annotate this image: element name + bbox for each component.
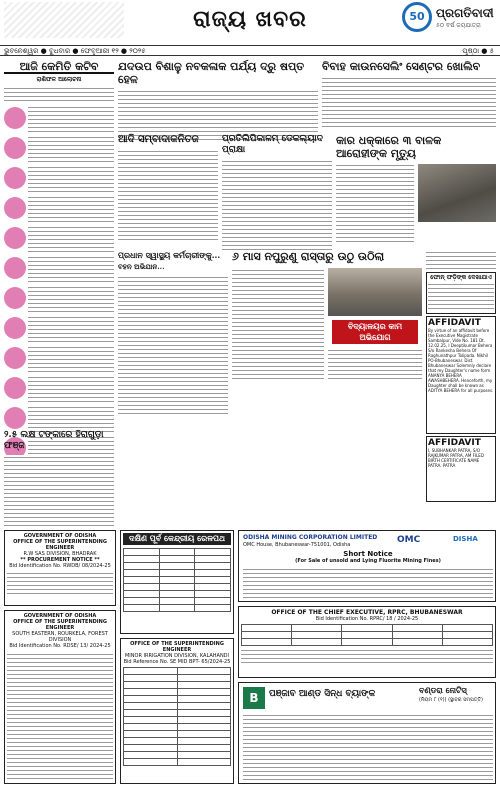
table-cell	[242, 625, 292, 632]
zodiac-text	[28, 105, 114, 133]
horoscope-title: ଆଜି କେମିତି କଟିବ	[4, 60, 114, 74]
zodiac-row	[4, 284, 114, 314]
ad-govt-head: GOVERNMENT OF ODISHA	[23, 533, 97, 539]
ad-railway-table	[123, 548, 231, 612]
story-pratilipi	[222, 134, 332, 246]
table-cell	[292, 632, 342, 639]
headline-hiragada: ୨.୫ ଲକ୍ଷ ଟଙ୍କାରେ ହିରାଗୁଡ଼ା ଫଞ୍ଜ	[4, 430, 104, 451]
story-text	[232, 268, 324, 380]
subhead-bahana: ବହନ ଅଭିଯାନ...	[118, 262, 165, 271]
headline-road-strip	[232, 250, 422, 266]
page-number: ପୃଷ୍ଠା ● ୫	[462, 47, 494, 55]
headline-health: ପ୍ରଧାନ ସ୍ୱାସ୍ଥ୍ୟ କର୍ମଚାରୀଙ୍କୁ...	[118, 250, 221, 260]
table-cell	[195, 570, 231, 577]
table-cell	[242, 632, 292, 639]
affidavit-text: By virtue of an affidavit before the Executive Magistrate Sambalpur, Vide No. 181 Dt. 12.02.25, I Deeptikumar Behera S/o Rankesha Behera Of Raghunathpur Tolipada. Nikhil PO-Bhubaneswar. Dist. Bhubaneswar Solemnly declare that my Daughter's name form ANANYA BEHERA AWASHBEHERA. Henceforth, my Daughter shall be known as ADITYA BEHERA for all purposes.	[428, 328, 494, 393]
table-row	[124, 675, 231, 682]
table-cell	[195, 556, 231, 563]
table-cell	[177, 738, 231, 745]
table-row	[124, 696, 231, 703]
table-cell	[195, 591, 231, 598]
table-cell	[195, 605, 231, 612]
ad-text	[7, 652, 113, 780]
table-row	[124, 577, 231, 584]
table-cell	[124, 752, 178, 759]
headline-counselling: ବିବାହ କାଉନସେଲିଂ ସେଣ୍ଟର ଖୋଲିବ	[322, 60, 481, 73]
road-photo	[328, 268, 422, 316]
story-text	[222, 159, 332, 251]
table-cell	[124, 591, 160, 598]
table-cell	[392, 632, 442, 639]
zodiac-sign-icon	[4, 107, 26, 129]
table-cell	[177, 668, 231, 675]
table-cell	[195, 563, 231, 570]
ad-govt-bid: Bid Identification No. RWDB/ 08/2024-25	[9, 563, 111, 569]
table-cell	[124, 556, 160, 563]
table-row	[124, 668, 231, 675]
table-cell	[442, 632, 492, 639]
zodiac-sign-icon	[4, 347, 26, 369]
story-text	[118, 149, 218, 243]
ad-chief-table	[241, 624, 493, 646]
horoscope-column	[4, 60, 114, 428]
story-hiragada	[4, 430, 114, 526]
table-cell	[177, 759, 231, 766]
odisha-logo-icon: DISHA	[453, 535, 478, 543]
table-row	[124, 724, 231, 731]
table-row	[124, 570, 231, 577]
zodiac-sign-icon	[4, 287, 26, 309]
table-cell	[177, 724, 231, 731]
zodiac-text	[28, 345, 114, 373]
table-cell	[124, 577, 160, 584]
table-row	[124, 689, 231, 696]
ad-govt-notice: ** PROCUREMENT NOTICE **	[20, 557, 100, 563]
ad-omc-notice: Short Notice	[343, 550, 393, 558]
table-cell	[195, 598, 231, 605]
table-row	[124, 584, 231, 591]
table-cell	[442, 625, 492, 632]
masthead	[0, 0, 500, 44]
table-cell	[177, 682, 231, 689]
zodiac-sign-icon	[4, 137, 26, 159]
table-cell	[177, 675, 231, 682]
table-cell	[159, 584, 195, 591]
zodiac-row	[4, 164, 114, 194]
ad-govt-division: SOUTH EASTERN, ROURKELA, FOREST DIVISION	[12, 631, 108, 643]
table-cell	[124, 696, 178, 703]
zodiac-list	[4, 104, 114, 464]
zodiac-text	[28, 165, 114, 193]
table-cell	[195, 549, 231, 556]
classified-text	[428, 282, 494, 312]
table-row	[242, 625, 493, 632]
affidavit-box-1	[426, 316, 496, 434]
table-cell	[124, 710, 178, 717]
table-row	[124, 745, 231, 752]
story-health	[118, 250, 228, 410]
table-cell	[392, 625, 442, 632]
story-road	[232, 268, 422, 380]
story-text	[328, 348, 422, 380]
table-row	[124, 591, 231, 598]
table-cell	[124, 675, 178, 682]
table-cell	[177, 710, 231, 717]
ad-railway	[120, 530, 234, 634]
table-cell	[177, 696, 231, 703]
zodiac-row	[4, 104, 114, 134]
table-cell	[124, 598, 160, 605]
zodiac-sign-icon	[4, 197, 26, 219]
horoscope-subtitle: ରାଶିଫଳ ଆଲୋଚନା	[36, 76, 82, 83]
affidavit-text: I, SUBHANKAR PATRA, S/O RAJKUMAR PATRA, AM FILED BIRTH CERTIFICATE NAME PATRA. PATRA	[428, 448, 484, 468]
table-cell	[392, 639, 442, 646]
zodiac-text	[28, 225, 114, 253]
table-cell	[124, 563, 160, 570]
table-cell	[124, 738, 178, 745]
headline-adi: ଆଦି ସମ୍ବାଦାକନିତଜ	[118, 134, 199, 145]
page-title: ରାଜ୍ୟ ଖବର	[193, 6, 307, 32]
ad-chief-head: OFFICE OF THE CHIEF EXECUTIVE, RPRC, BHUBANESWAR	[271, 609, 463, 616]
table-cell	[292, 639, 342, 646]
ad-omc-address: OMC House, Bhubaneswar-751001, Odisha	[243, 542, 351, 548]
headline-road: ୬ ମାସ ନପୁରୁଣୁ ରାସ୍ତାରୁ ଉଠୁ ଉଠିଲା	[232, 250, 385, 263]
ad-chief-bid: Bid Identification No. RPRC/ 18 / 2024-25	[315, 616, 419, 622]
zodiac-row	[4, 224, 114, 254]
date-text: ଭୁବନେଶ୍ୱର ● ବୁଧବାର ● ଫେବୃଆରୀ ୧୨ ● ୨୦୨୫	[4, 47, 146, 55]
table-cell	[177, 689, 231, 696]
table-cell	[124, 703, 178, 710]
ad-bank-title: ପଞ୍ଜାବ ଆଣ୍ଡ ସିନ୍ଧ ବ୍ୟାଙ୍କ	[269, 689, 376, 699]
ad-govt-office: OFFICE OF THE SUPERINTENDING ENGINEER	[13, 619, 107, 631]
table-cell	[442, 639, 492, 646]
zodiac-row	[4, 344, 114, 374]
table-row	[124, 605, 231, 612]
ad-bank	[238, 682, 496, 784]
headline-pratilipi: ପ୍ରତିଲିପିକାଳମ୍ ଡେକଲ୍ୟାଦ ପ୍ରାକ୍ଷା	[222, 134, 323, 155]
table-cell	[195, 584, 231, 591]
story-text	[322, 76, 496, 130]
zodiac-text	[28, 135, 114, 163]
table-row	[124, 549, 231, 556]
ad-omc-title: ODISHA MINING CORPORATION LIMITED	[243, 534, 378, 541]
anniversary-logo-icon: 50	[402, 2, 432, 32]
zodiac-text	[28, 315, 114, 343]
road-highlight-box: ବିଦ୍ୟାଳୟର କାମ ଅଭିଯୋଗ	[332, 320, 418, 344]
headline-car-accident: କାର ଧକ୍କାରେ ୩ ବାଳକ ଆରୋହୀଙ୍କ ମୃତ୍ୟୁ	[336, 134, 442, 160]
affidavit-title: AFFIDAVIT	[428, 318, 481, 328]
accident-photo	[418, 164, 496, 222]
story-text	[118, 275, 228, 415]
table-cell	[195, 577, 231, 584]
table-cell	[124, 724, 178, 731]
bank-logo-icon: B	[243, 687, 265, 709]
affidavit-box-2	[426, 436, 496, 502]
story-text	[336, 163, 414, 245]
story-text	[4, 455, 114, 527]
table-cell	[342, 639, 392, 646]
ad-chief-executive	[238, 606, 496, 678]
table-row	[124, 731, 231, 738]
zodiac-row	[4, 374, 114, 404]
table-row	[124, 598, 231, 605]
table-cell	[124, 731, 178, 738]
zodiac-text	[28, 255, 114, 283]
ad-omc-subtitle: (For Sale of unsold and Lying Fluorite Mining Fines)	[295, 558, 441, 564]
table-cell	[124, 668, 178, 675]
dateline	[0, 45, 500, 56]
table-cell	[159, 605, 195, 612]
table-cell	[159, 549, 195, 556]
table-cell	[159, 577, 195, 584]
zodiac-row	[4, 314, 114, 344]
table-cell	[292, 625, 342, 632]
table-cell	[124, 549, 160, 556]
ad-railway-title: ଦକ୍ଷିଣ ପୂର୍ବ କେନ୍ଦ୍ରୀୟ ରେଳପଥ	[123, 533, 231, 545]
table-cell	[159, 563, 195, 570]
zodiac-sign-icon	[4, 317, 26, 339]
table-cell	[159, 598, 195, 605]
ad-text	[243, 567, 493, 599]
table-row	[124, 752, 231, 759]
table-row	[242, 632, 493, 639]
table-cell	[124, 584, 160, 591]
table-row	[124, 738, 231, 745]
table-cell	[124, 570, 160, 577]
ad-mi-table	[123, 667, 231, 766]
brand-name: ପ୍ରଗତିବାଦୀ	[436, 6, 494, 20]
table-cell	[124, 745, 178, 752]
omc-logo-icon: OMC	[397, 535, 421, 545]
table-row	[124, 703, 231, 710]
table-cell	[242, 639, 292, 646]
table-cell	[159, 556, 195, 563]
table-cell	[177, 703, 231, 710]
table-cell	[124, 682, 178, 689]
ad-govt-head: GOVERNMENT OF ODISHA	[23, 613, 97, 619]
ad-minor-irrigation	[120, 638, 234, 784]
table-cell	[177, 717, 231, 724]
classified-phone-title: ଫୋନ୍ ଫଡ଼ିଙ୍କ ଦେଖାଯାଏ	[430, 274, 492, 281]
table-row	[124, 759, 231, 766]
zodiac-row	[4, 194, 114, 224]
story-top-left	[118, 60, 318, 132]
zodiac-sign-icon	[4, 407, 26, 429]
classifieds-column	[426, 250, 496, 530]
ad-omc	[238, 530, 496, 602]
ad-text	[243, 713, 493, 781]
horoscope-intro	[4, 86, 114, 104]
table-row	[124, 563, 231, 570]
ad-govt-bhadrak	[4, 530, 116, 606]
classified-phone	[426, 272, 496, 314]
ad-mi-head: OFFICE OF THE SUPERINTENDING ENGINEER	[130, 641, 224, 653]
table-cell	[177, 731, 231, 738]
zodiac-text	[28, 195, 114, 223]
ad-text	[241, 648, 493, 666]
affidavit-title: AFFIDAVIT	[428, 438, 481, 448]
table-row	[242, 639, 493, 646]
table-cell	[342, 625, 392, 632]
table-cell	[124, 717, 178, 724]
story-car-accident	[336, 134, 496, 246]
zodiac-sign-icon	[4, 167, 26, 189]
table-cell	[159, 591, 195, 598]
story-text	[426, 250, 496, 270]
table-cell	[159, 570, 195, 577]
story-adi	[118, 134, 218, 246]
table-row	[124, 556, 231, 563]
ad-notice-title: ବଣ୍ଡରା ନୋଟିସ୍	[419, 686, 467, 695]
table-row	[124, 682, 231, 689]
ad-mi-bid: Bid Reference No. SE MID BPT- 65/2024-25	[123, 659, 231, 665]
ad-govt-bid: Bid Identification No. RDSE/ 13/ 2024-25	[9, 643, 111, 649]
headline-main: ଯଦଉପ ବିଶାଳୁ ନବକଳାକ ପର୍ଯ୍ୟ ଦ୍ରୁ ଷପ୍ତ ହେଳ	[118, 60, 305, 86]
table-cell	[124, 759, 178, 766]
ad-govt-office: OFFICE OF THE SUPERINTENDING ENGINEER	[13, 539, 107, 551]
table-cell	[124, 605, 160, 612]
zodiac-sign-icon	[4, 227, 26, 249]
table-cell	[177, 745, 231, 752]
ad-govt-division: R.W SAS DIVISION, BHADRAK	[23, 551, 97, 557]
table-row	[124, 710, 231, 717]
zodiac-text	[28, 375, 114, 403]
table-cell	[177, 752, 231, 759]
zodiac-sign-icon	[4, 257, 26, 279]
zodiac-row	[4, 254, 114, 284]
table-cell	[124, 689, 178, 696]
ad-govt-rourkela	[4, 610, 116, 784]
ad-notice-subtitle: (ନିୟମ ୮ (୧)) (ସ୍ଥାବର ସମ୍ପତ୍ତି)	[419, 697, 483, 703]
masthead-pattern	[4, 2, 124, 38]
zodiac-text	[28, 405, 114, 433]
ad-text	[7, 571, 113, 595]
story-counselling	[322, 60, 496, 132]
zodiac-text	[28, 285, 114, 313]
ad-mi-division: MINOR IRRIGATION DIVISION, KALAHANDI	[124, 653, 230, 659]
table-row	[124, 717, 231, 724]
brand-tagline: ୫୦ ବର୍ଷ ଜୟଯାତ୍ରା	[436, 22, 481, 29]
zodiac-sign-icon	[4, 377, 26, 399]
table-cell	[342, 632, 392, 639]
zodiac-row	[4, 134, 114, 164]
